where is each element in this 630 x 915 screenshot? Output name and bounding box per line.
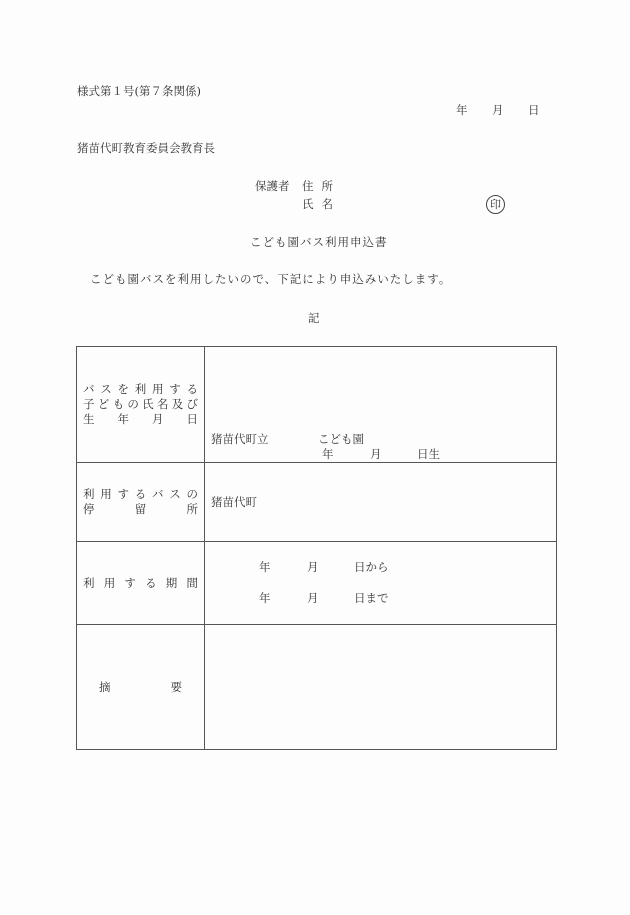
label-char: 留 [134, 502, 147, 516]
seal-icon: 印 [486, 195, 505, 214]
name-label: 氏名 [302, 197, 341, 211]
bus-stop-town: 猪苗代町 [211, 495, 257, 509]
from-month-label: 月 [307, 560, 319, 574]
label-char: バ [152, 487, 164, 501]
date-month-label: 月 [492, 103, 504, 117]
label-char: 用 [152, 382, 164, 396]
label-child-name-birth [77, 347, 205, 463]
label-char: 年 [117, 412, 129, 426]
label-char: 名 [156, 397, 169, 411]
from-year-label: 年 [259, 560, 271, 574]
label-char: 停 [83, 502, 95, 516]
label-usage-period [77, 542, 205, 625]
label-char: 子 [83, 397, 95, 411]
addressee: 猪苗代町教育委員会教育長 [77, 141, 215, 155]
table-row-period [77, 542, 557, 625]
label-bus-stop [77, 463, 205, 542]
date-year-label: 年 [456, 103, 468, 117]
birth-day-label: 日生 [417, 447, 440, 461]
to-month-label: 月 [307, 591, 319, 605]
label-char: 用 [100, 487, 112, 501]
field-usage-period[interactable] [205, 542, 557, 625]
label-char: す [117, 487, 129, 501]
town-school-prefix: 猪苗代町立 [211, 432, 269, 446]
date-day-label: 日 [528, 103, 540, 117]
birth-year-label: 年 [322, 447, 334, 461]
label-char: 及 [171, 397, 184, 411]
label-char: も [112, 397, 125, 411]
school-suffix: こども園 [318, 432, 364, 446]
label-char: 要 [170, 679, 182, 694]
ki-heading: 記 [308, 311, 320, 325]
label-char: 所 [186, 502, 198, 516]
label-char: の [127, 397, 139, 411]
address-label: 住所 [302, 179, 341, 193]
label-char: 氏 [142, 397, 154, 411]
label-char: 日 [186, 412, 198, 426]
to-day-label: 日まで [354, 591, 389, 605]
label-char: 利 [83, 487, 95, 501]
label-char: ど [97, 397, 110, 411]
label-char: す [169, 382, 181, 396]
label-char: の [186, 487, 198, 501]
label-char: 摘 [99, 679, 111, 694]
label-char: る [186, 382, 198, 396]
label-char: る [145, 575, 157, 590]
label-char: す [124, 575, 136, 590]
form-number: 様式第１号(第７条関係) [77, 84, 201, 98]
label-char: び [186, 397, 198, 411]
from-day-label: 日から [354, 560, 389, 574]
label-char: 期 [165, 575, 178, 590]
field-bus-stop[interactable] [205, 463, 557, 542]
label-char: 用 [103, 575, 116, 590]
body-text: こども園バスを利用したいので、下記により申込みいたします。 [90, 272, 452, 286]
guardian-label: 保護者 [255, 179, 290, 193]
application-table [76, 346, 557, 750]
label-remarks [77, 625, 205, 750]
to-year-label: 年 [259, 591, 271, 605]
label-char: 生 [83, 412, 95, 426]
document-title: こども園バス利用申込書 [250, 235, 388, 249]
label-char: 間 [186, 575, 198, 590]
field-child-name-birth[interactable] [205, 347, 557, 463]
label-char: 利 [134, 382, 147, 396]
field-remarks[interactable] [205, 625, 557, 750]
table-row-child [77, 347, 557, 463]
label-char: 月 [152, 412, 164, 426]
label-char: ス [100, 382, 112, 396]
label-char: ス [169, 487, 181, 501]
label-char: 利 [83, 575, 95, 590]
label-char: を [117, 382, 129, 396]
birth-month-label: 月 [370, 447, 382, 461]
label-char: バ [83, 382, 95, 396]
table-row-bus-stop [77, 463, 557, 542]
table-row-remarks [77, 625, 557, 750]
label-char: る [134, 487, 147, 501]
